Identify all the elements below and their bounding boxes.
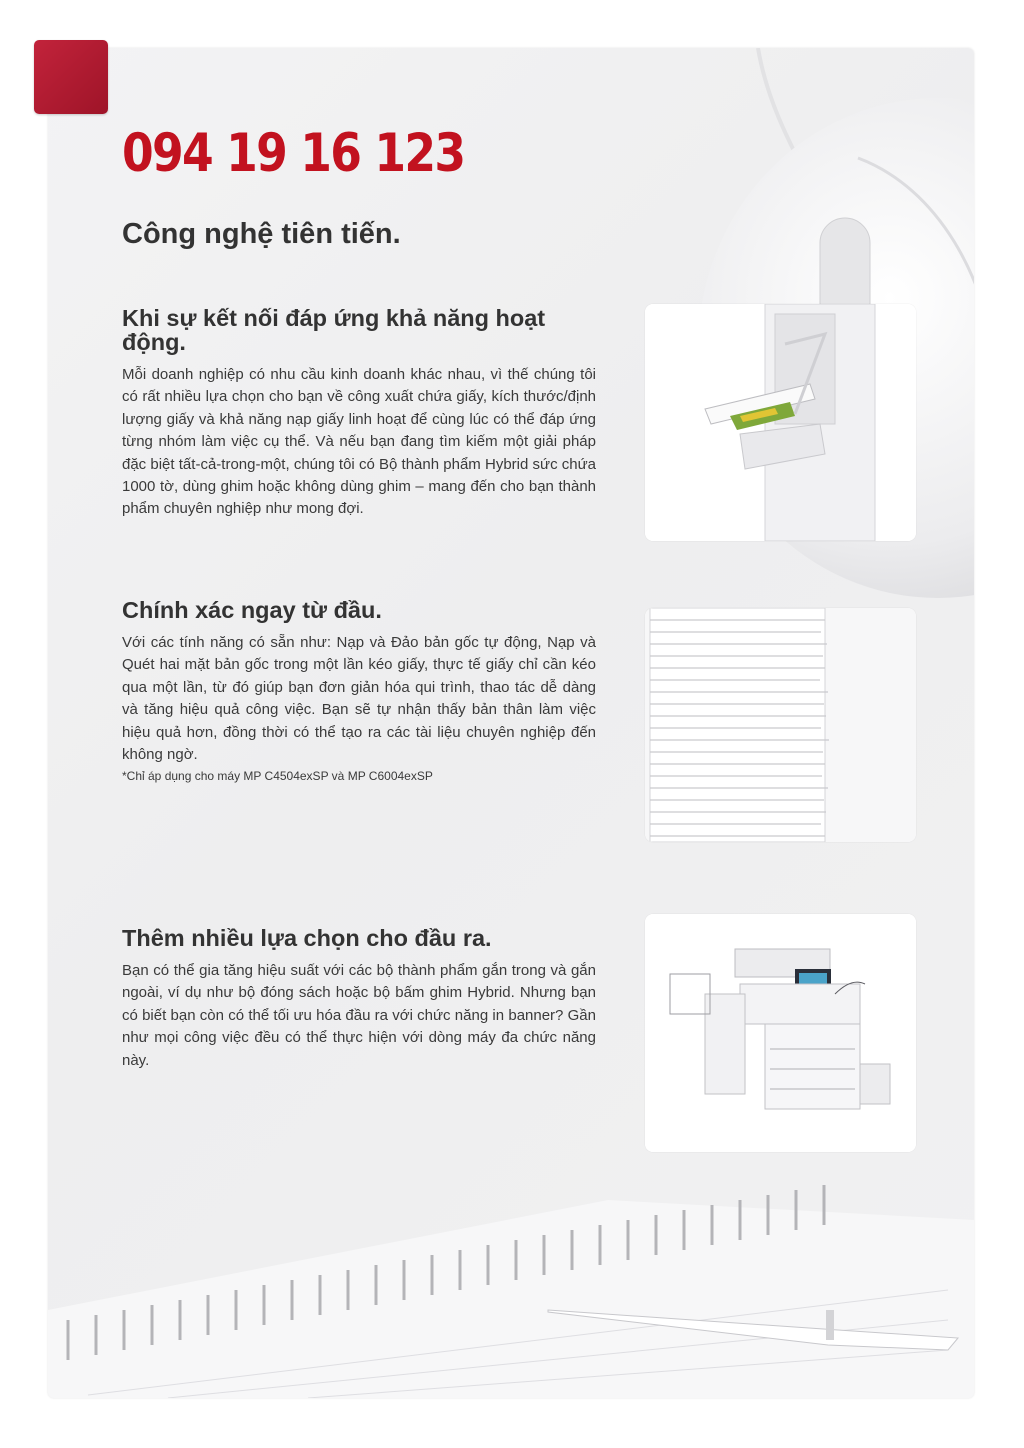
finisher-tray-photo [645,304,916,541]
printer-illustration [645,914,916,1152]
paper-stack-illustration [645,608,916,842]
corner-tab [34,40,108,114]
section-body: Với các tính năng có sẵn như: Nạp và Đảo bản gốc tự động, Nạp và Quét hai mặt bản gốc trong một lần kéo giấy, thực tế giấy chỉ cần kéo qua một lần, từ đó giúp bạn đơn giản hóa qui trình, thao tác dễ dàng và tăng hiệu quả công việc. Bạn sẽ tự nhận thấy bản thân làm việc hiệu quả hơn, đồng thời có thể tạo ra các tài liệu chuyên nghiệp đến không ngờ. [122,634,596,764]
notebook-decoration [48,1160,974,1398]
phone-number: 094 19 16 123 [122,123,465,184]
finisher-tray-illustration [645,304,916,541]
section-body: Bạn có thể gia tăng hiệu suất với các bộ thành phẩm gắn trong và gắn ngoài, ví dụ như bộ đóng sách hoặc bộ bấm ghim Hybrid. Nhưng bạn có biết bạn còn có thể tối ưu hóa đầu ra với chức năng in banner? Gần như mọi công việc đều có thể thực hiện với dòng máy đa chức năng này. [122,962,596,1069]
printer-photo [645,914,916,1152]
section-heading: Chính xác ngay từ đầu. [122,597,382,623]
section-body: Mỗi doanh nghiệp có nhu cầu kinh doanh khác nhau, vì thế chúng tôi có rất nhiều lựa chọn cho bạn về công xuất chứa giấy, kích thước/định lượng giấy và khả năng nạp giấy linh hoạt để cùng lúc có thể đáp ứng từng nhóm làm việc cụ thể. Và nếu bạn đang tìm kiếm một giải pháp đặc biệt tất-cả-trong-một, chúng tôi có Bộ thành phẩm Hybrid sức chứa 1000 tờ, dùng ghim hoặc không dùng ghim – mang đến cho bạn thành phẩm chuyên nghiệp như mong đợi. [122,366,596,518]
section-connectivity [122,306,596,521]
section-footnote: *Chỉ áp dụng cho máy MP C4504exSP và MP C6004exSP [122,769,433,784]
paper-stack-photo [645,608,916,842]
section-heading: Khi sự kết nối đáp ứng khả năng hoạt động. [122,305,546,355]
section-heading: Thêm nhiều lựa chọn cho đầu ra. [122,925,492,951]
section-accuracy [122,598,596,784]
page-title: Công nghệ tiên tiến. [122,218,401,250]
section-output-options [122,926,596,1072]
